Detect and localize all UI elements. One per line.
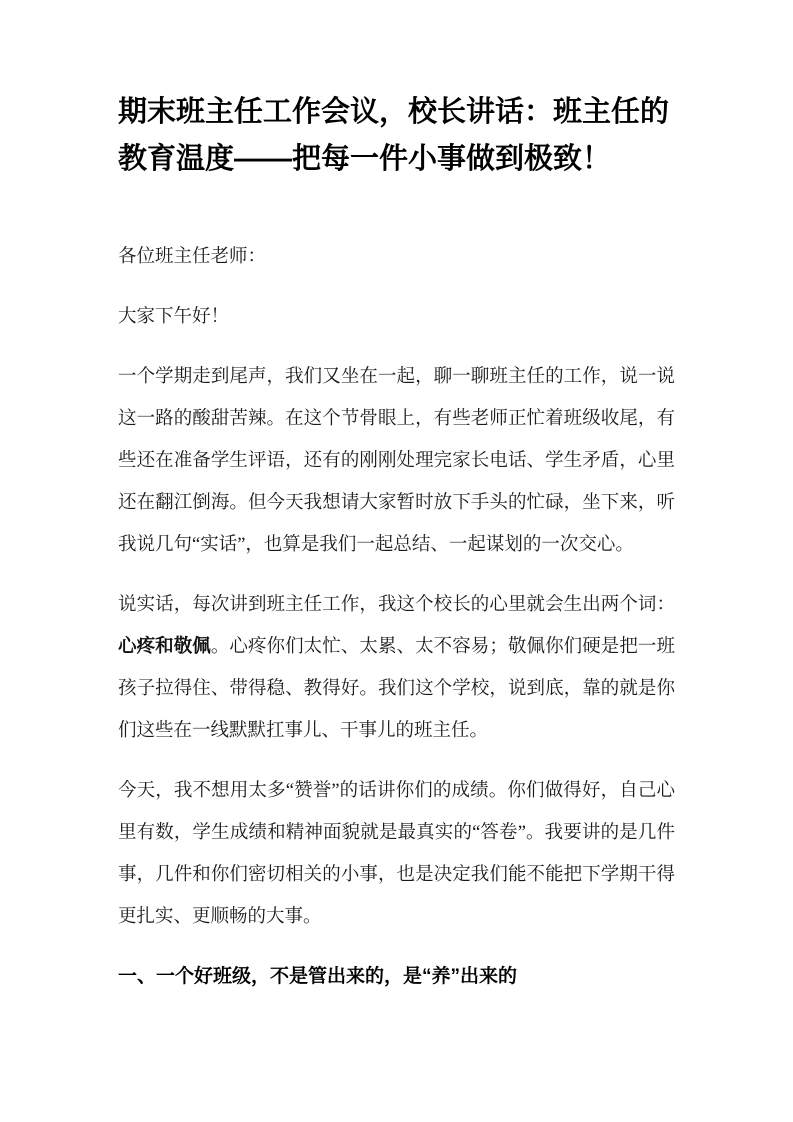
section-heading-1: 一、一个好班级，不是管出来的，是“养”出来的 bbox=[118, 966, 518, 987]
paragraph-2 bbox=[118, 584, 675, 752]
salutation-line: 各位班主任老师： bbox=[118, 247, 267, 267]
document-title: 期末班主任工作会议，校长讲话：班主任的教育温度——把每一件小事做到极致！ bbox=[118, 96, 670, 175]
paragraph-2-lead: 说实话，每次讲到班主任工作，我这个校长的心里就会生出两个词： bbox=[118, 595, 675, 615]
greeting-line: 大家下午好！ bbox=[118, 307, 230, 327]
paragraph-3: 今天，我不想用太多“赞誉”的话讲你们的成绩。你们做得好，自己心里有数，学生成绩和精神面貌就是最真实的“答卷”。我要讲的是几件事，几件和你们密切相关的小事，也是决定我们能不能把下学期干得更扎实、更顺畅的大事。 bbox=[118, 781, 675, 927]
paragraph-2-rest: 。心疼你们太忙、太累、太不容易；敬佩你们硬是把一班孩子拉得住、带得稳、教得好。我们这个学校，说到底，靠的就是你们这些在一线默默扛事儿、干事儿的班主任。 bbox=[118, 637, 675, 741]
paragraph-2-bold-phrase: 心疼和敬佩 bbox=[118, 637, 211, 657]
paragraph-1: 一个学期走到尾声，我们又坐在一起，聊一聊班主任的工作，说一说这一路的酸甜苦辣。在这个节骨眼上，有些老师正忙着班级收尾，有些还在准备学生评语，还有的刚刚处理完家长电话、学生矛盾，心里还在翻江倒海。但今天我想请大家暂时放下手头的忙碌，坐下来，听我说几句“实话”，也算是我们一起总结、一起谋划的一次交心。 bbox=[118, 367, 675, 555]
